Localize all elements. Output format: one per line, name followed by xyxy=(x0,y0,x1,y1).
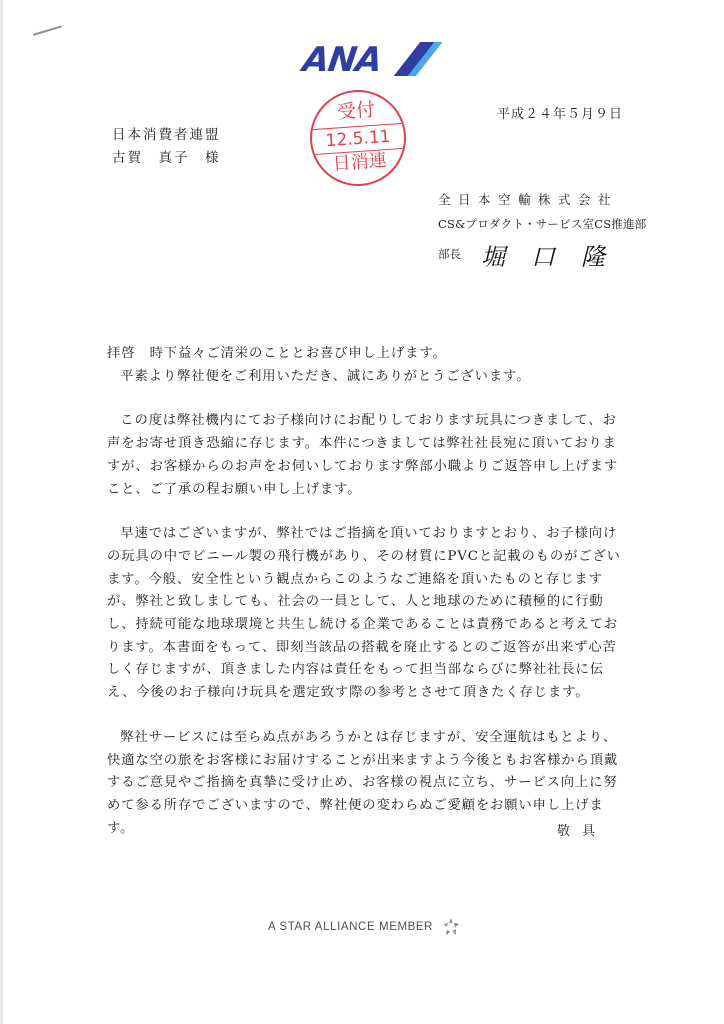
stamp-date: 12.5.11 xyxy=(311,123,405,155)
star-alliance-icon xyxy=(441,917,461,937)
logo-text: ANA xyxy=(300,40,384,80)
recipient-name: 古賀 真子 様 xyxy=(112,150,221,166)
recipient-organization: 日本消費者連盟 xyxy=(112,127,221,143)
sender-title: 部長 xyxy=(438,247,461,261)
recipient-block xyxy=(112,124,221,170)
footer xyxy=(268,917,461,937)
signature: 堀口隆 xyxy=(481,243,631,271)
sender-department: CS&プロダクト・サービス室CS推進部 xyxy=(438,217,647,231)
closing: 敬具 xyxy=(557,824,608,839)
ana-logo xyxy=(300,40,438,80)
sender-title-row xyxy=(438,236,646,271)
stamp-org: 日消連 xyxy=(332,150,388,175)
body-paragraph-1: この度は弊社機内にてお子様向けにお配りしております玩具につきまして、お声をお寄せ頂き恐縮に存じます。本件につきましては弊社社長宛に頂いておりますが、お客様からのお声をお伺いしております弊部小職よりご返答申し上げますこと、ご了承の程お願い申し上げます。 xyxy=(107,413,619,497)
sender-block xyxy=(438,188,647,271)
greeting: 拝啓 時下益々ご清栄のこととお喜び申し上げます。 xyxy=(107,346,447,361)
page-edge xyxy=(0,0,3,1024)
received-stamp xyxy=(307,87,409,189)
sender-company: 全日本空輸株式会社 xyxy=(438,192,619,207)
body-paragraph-2: 早速ではございますが、弊社ではご指摘を頂いておりますとおり、お子様向けの玩具の中でビニール製の飛行機があり、その材質にPVCと記載のものがございます。今般、安全性という観点からこのようなご連絡を頂いたものと存じますが、弊社と致しましても、社会の一員として、人と地球のために積極的に行動し、持続可能な地球環境と共生し続ける企業であることは責務であると考えております。本書面をもって、即刻当該品の搭載を廃止するとのご返答が出来ず心苦しく存じますが、頂きました内容は責任をもって担当部ならびに弊社社長に伝え、今後のお子様向け玩具を選定致す際の参考とさせて頂きたく存じます。 xyxy=(107,526,621,701)
pen-mark xyxy=(33,25,62,36)
body-paragraph-3: 弊社サービスには至らぬ点があろうかとは存じますが、安全運航はもとより、快適な空の旅をお客様にお届けすることが出来ますよう今後ともお客様から頂戴するご意見やご指摘を真摯に受け止め、お客様の視点に立ち、サービス向上に努めて参る所存でございますので、弊社便の変わらぬご愛顧をお願い申し上げます。 xyxy=(107,729,619,836)
letter-body xyxy=(107,343,627,840)
letter-date: 平成２４年５月９日 xyxy=(497,107,624,122)
star-alliance-text: A STAR ALLIANCE MEMBER xyxy=(268,921,434,933)
thanks-line: 平素より弊社便をご利用いただき、誠にありがとうございます。 xyxy=(120,368,531,384)
stamp-label: 受付 xyxy=(336,98,376,124)
